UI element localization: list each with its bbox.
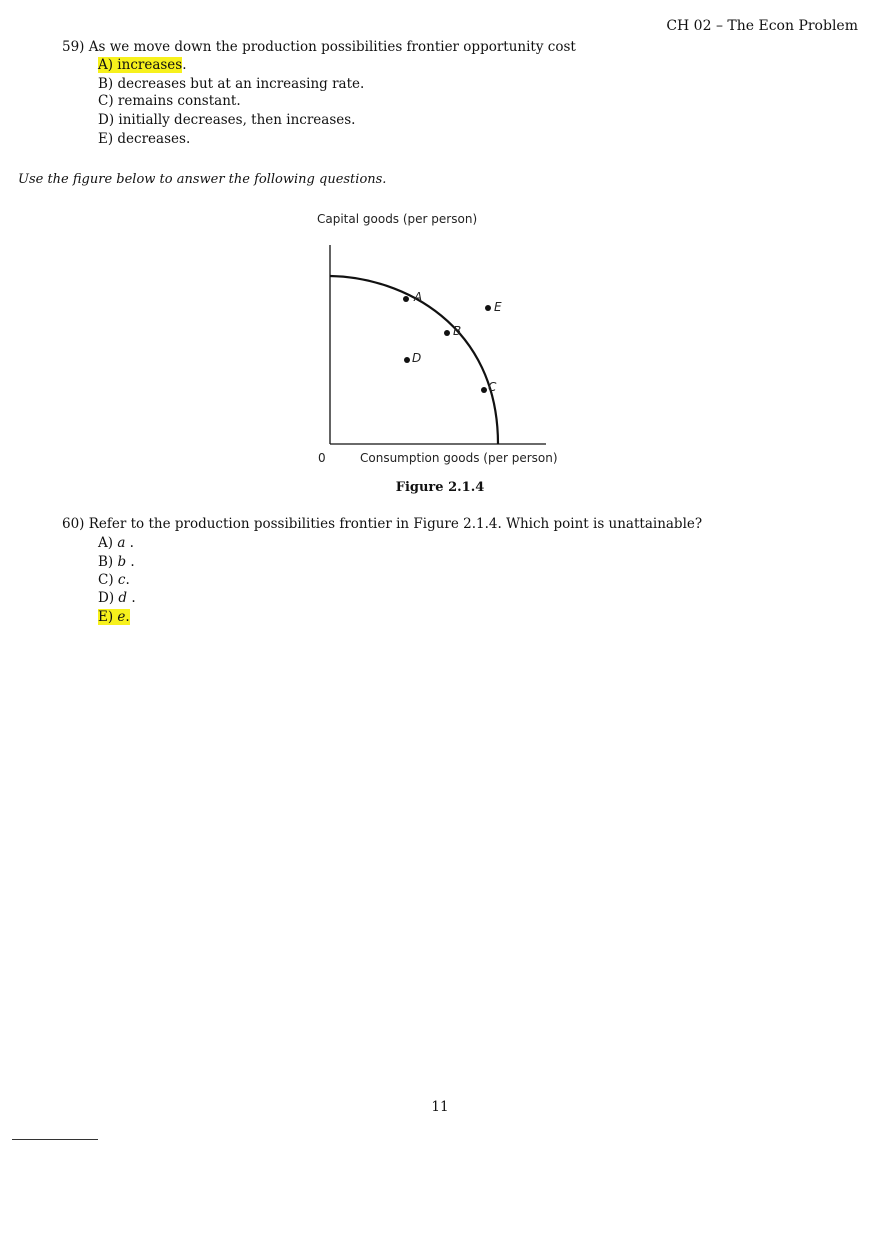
point-c <box>481 387 487 393</box>
q59-option-d: D) initially decreases, then increases. <box>98 112 356 128</box>
footnote-separator <box>12 1139 98 1140</box>
q60-option-c-letter: c <box>117 572 126 588</box>
q60-option-e-prefix: E) <box>98 609 118 625</box>
q60-option-a-letter: a <box>117 535 126 551</box>
q59-option-e: E) decreases. <box>98 131 191 147</box>
origin-label: 0 <box>318 451 326 465</box>
q60-option-d <box>98 590 136 606</box>
q59-option-c: C) remains constant. <box>98 93 241 109</box>
point-a <box>403 296 409 302</box>
point-e-label: E <box>494 300 502 314</box>
q59-option-a <box>98 57 187 73</box>
ppf-graph <box>308 205 558 475</box>
q60-option-b <box>98 554 135 570</box>
x-axis-label: Consumption goods (per person) <box>360 451 558 465</box>
point-b <box>444 330 450 336</box>
q60-option-b-prefix: B) <box>98 554 118 570</box>
q60-option-d-prefix: D) <box>98 590 119 606</box>
q60-option-e-highlight <box>98 609 130 625</box>
point-e <box>485 305 491 311</box>
figure-instruction: Use the figure below to answer the following questions. <box>18 172 387 187</box>
ppf-figure <box>308 205 558 475</box>
q59-option-a-highlight: A) increases <box>98 57 183 73</box>
q60-option-d-letter: d <box>118 590 128 606</box>
y-axis-label: Capital goods (per person) <box>317 212 478 226</box>
q60-option-e-letter: e <box>117 609 126 625</box>
q60-option-e-suffix: . <box>125 609 130 625</box>
q60-option-a <box>98 535 134 551</box>
q60-option-c-prefix: C) <box>98 572 118 588</box>
q60-option-c <box>98 572 130 588</box>
q60-option-b-letter: b <box>117 554 127 570</box>
q59-option-b: B) decreases but at an increasing rate. <box>98 76 365 92</box>
question-59-text: 59) As we move down the production possibilities frontier opportunity cost <box>62 39 576 55</box>
q59-option-a-suffix: . <box>182 57 187 73</box>
q60-option-d-suffix: . <box>127 590 136 606</box>
q60-option-a-prefix: A) <box>98 535 118 551</box>
q60-option-c-suffix: . <box>125 572 130 588</box>
figure-caption: Figure 2.1.4 <box>395 480 485 495</box>
point-b-label: B <box>453 324 462 338</box>
point-d <box>404 357 410 363</box>
page-header: CH 02 – The Econ Problem <box>666 18 858 34</box>
question-60-text: 60) Refer to the production possibilities frontier in Figure 2.1.4. Which point is unattainable? <box>62 516 703 532</box>
q60-option-a-suffix: . <box>125 535 134 551</box>
point-d-label: D <box>412 351 422 365</box>
q60-option-b-suffix: . <box>126 554 135 570</box>
point-a-label: A <box>414 290 423 304</box>
point-c-label: C <box>488 380 497 394</box>
page-number: 11 <box>431 1099 449 1115</box>
q60-option-e <box>98 609 130 625</box>
